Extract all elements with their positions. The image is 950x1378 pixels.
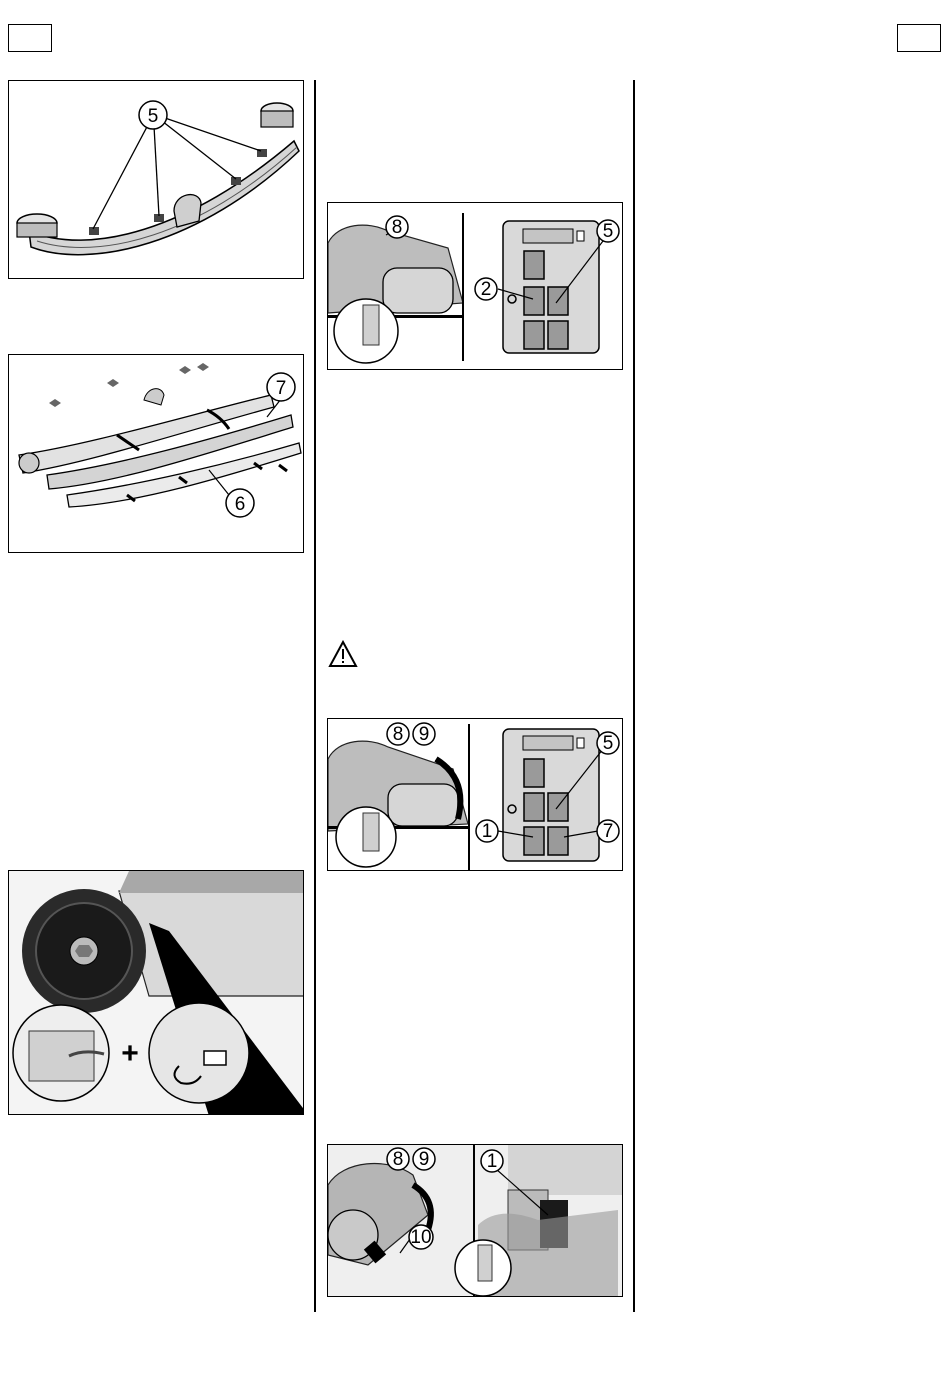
- figure-wheel-pin: [8, 870, 304, 1115]
- callout-5: 5: [602, 221, 614, 242]
- callout-9: 9: [418, 1149, 430, 1170]
- figure-control-panel-b: [327, 718, 623, 871]
- callout-10: 10: [410, 1227, 432, 1248]
- column-divider-left: [314, 80, 316, 1312]
- callout-8: 8: [391, 217, 403, 238]
- figure-squeegee-assembly: [8, 80, 304, 279]
- callout-8: 8: [392, 1149, 404, 1170]
- callout-1: 1: [481, 821, 493, 842]
- callout-6: 6: [234, 494, 246, 515]
- callout-8: 8: [392, 724, 404, 745]
- plus-sign: +: [121, 1037, 139, 1070]
- page-number-box-left: [8, 24, 52, 52]
- warning-triangle-icon: [328, 640, 358, 673]
- callout-7: 7: [602, 821, 614, 842]
- column-divider-right: [633, 80, 635, 1312]
- figure-squeegee-blades: [8, 354, 304, 553]
- figure-filter-detail: [327, 1144, 623, 1297]
- callout-7: 7: [275, 378, 287, 399]
- figure-control-panel-a: [327, 202, 623, 370]
- callout-9: 9: [418, 724, 430, 745]
- callout-2: 2: [480, 279, 492, 300]
- callout-5: 5: [147, 106, 159, 127]
- page-number-box-right: [897, 24, 941, 52]
- callout-5: 5: [602, 733, 614, 754]
- callout-1: 1: [486, 1151, 498, 1172]
